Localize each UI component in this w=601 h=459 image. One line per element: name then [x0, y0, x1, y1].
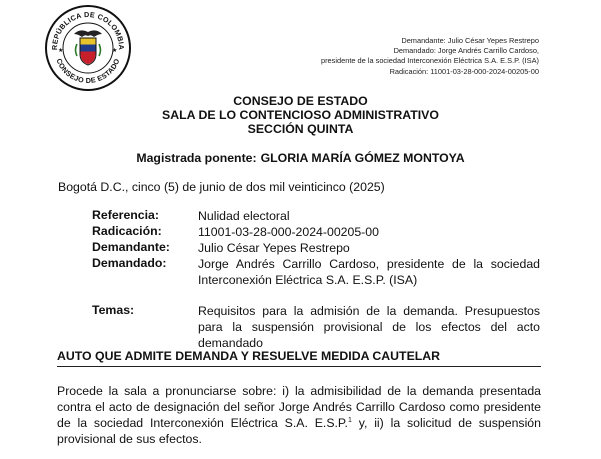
seal-top-text: REPÚBLICA DE COLOMBIA [49, 9, 127, 51]
magistrate-line [0, 151, 601, 165]
section-title: SECCIÓN QUINTA [247, 122, 354, 136]
header-demandado: Demandado: Jorge Andrés Carrillo Cardoso, [393, 46, 539, 56]
temas-label: Temas: [92, 303, 135, 317]
demandado-label: Demandado: [92, 256, 167, 270]
footnote-marker[interactable]: 1 [347, 416, 352, 424]
seal-bottom-text: CONSEJO DE ESTADO [54, 57, 122, 86]
coat-of-arms-icon [74, 30, 102, 65]
temas-value: Requisitos para la admisión de la demanda. Presupuestos para la suspensión provisional de los efectos del acto demandado [198, 304, 540, 350]
body-text-part1: Procede la sala a pronunciarse sobre: i) la admisibilidad de la demanda presentada contra el acto de designación del señor Jorge Andrés Carrillo Cardoso como presidente de la sociedad Interconexión Eléctrica S.A. E.S.P. [57, 384, 541, 430]
court-title: CONSEJO DE ESTADO [233, 94, 368, 108]
demandado-value: Jorge Andrés Carrillo Cardoso, presidente de la sociedad Interconexión Eléctrica S.A. E.S.P. (ISA) [198, 257, 540, 287]
header-case-info [321, 36, 539, 77]
demandante-value: Julio César Yepes Restrepo [198, 241, 350, 255]
magistrate-name: GLORIA MARÍA GÓMEZ MONTOYA [260, 151, 465, 165]
consejo-de-estado-seal [44, 4, 132, 92]
referencia-label: Referencia: [92, 208, 159, 222]
seal-star-right-icon: ★ [112, 48, 118, 54]
dateline: Bogotá D.C., cinco (5) de junio de dos mil veinticinco (2025) [58, 180, 385, 194]
auto-heading: AUTO QUE ADMITE DEMANDA Y RESUELVE MEDIDA CAUTELAR [57, 349, 541, 367]
demandante-label: Demandante: [92, 240, 170, 254]
radicacion-label: Radicación: [92, 224, 162, 238]
header-radicacion: Radicación: 11001-03-28-000-2024-00205-00 [389, 66, 539, 76]
seal-star-left-icon: ★ [58, 48, 64, 54]
chamber-title: SALA DE LO CONTENCIOSO ADMINISTRATIVO [162, 108, 439, 122]
body-paragraph [57, 383, 541, 447]
referencia-value: Nulidad electoral [198, 209, 290, 223]
header-demandado-cont: presidente de la sociedad Interconexión Eléctrica S.A. E.S.P. (ISA) [320, 56, 539, 66]
header-demandante: Demandante: Julio César Yepes Restrepo [401, 36, 539, 45]
magistrate-label: Magistrada ponente: [136, 151, 257, 165]
body-text-part2: y, ii) la solicitud de suspensión provisional de sus efectos. [57, 416, 541, 446]
radicacion-value: 11001-03-28-000-2024-00205-00 [198, 225, 379, 239]
